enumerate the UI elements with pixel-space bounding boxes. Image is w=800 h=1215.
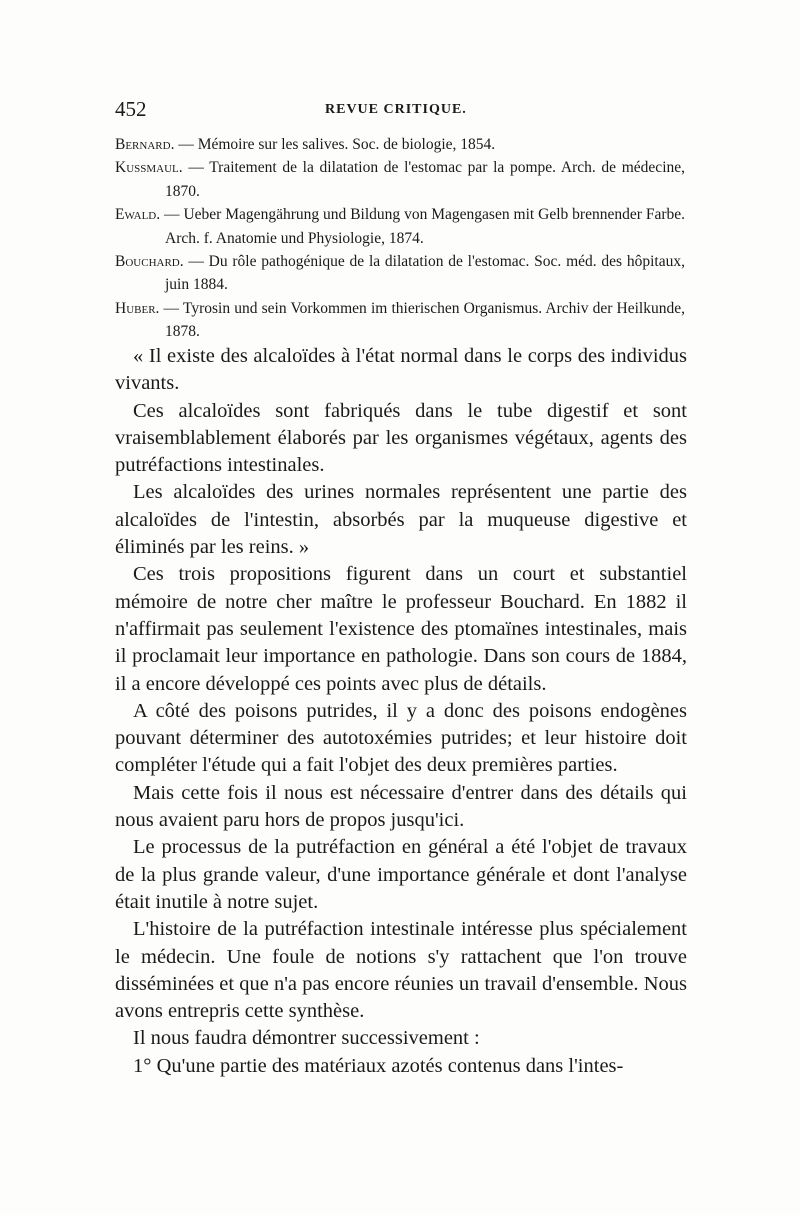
bibliography-list [115, 133, 685, 344]
paragraph: A côté des poisons putrides, il y a donc des poisons endogènes pouvant déterminer des autotoxémies putrides; et leur histoire doit compléter l'étude qui a fait l'objet des deux premières parties. [115, 699, 687, 777]
paragraph: Ces alcaloïdes sont fabriqués dans le tube digestif et sont vraisemblablement élaborés par les organismes végétaux, agents des putréfactions intestinales. [115, 399, 687, 477]
paragraph: Ces trois propositions figurent dans un court et substantiel mémoire de notre cher maître le professeur Bouchard. En 1882 il n'affirmait pas seulement l'existence des ptomaïnes intestinales, mais il proclamait leur importance en pathologie. Dans son cours de 1884, il a encore développé ces points avec plus de détails. [115, 563, 687, 695]
bibliography-author: Bouchard. [115, 253, 184, 271]
bibliography-text: — Traitement de la dilatation de l'estomac par la pompe. Arch. de médecine, 1870. [165, 159, 685, 200]
bibliography-author: Bernard. [115, 136, 175, 153]
page-number: 452 [115, 97, 147, 121]
running-title: REVUE CRITIQUE. [325, 102, 467, 117]
bibliography-entry [115, 156, 685, 203]
paragraph: Les alcaloïdes des urines normales représentent une partie des alcaloïdes de l'intestin, absorbés par la muqueuse digestive et éliminés par les reins. » [115, 481, 687, 559]
bibliography-entry [115, 203, 685, 250]
paragraph: « Il existe des alcaloïdes à l'état normal dans le corps des individus vivants. [115, 345, 687, 395]
paragraph: L'histoire de la putréfaction intestinale intéresse plus spécialement le médecin. Une foule de notions s'y rattachent que l'on trouve disséminées et que n'a pas encore réunies un travail d'ensemble. Nous avons entrepris cette synthèse. [115, 918, 687, 1023]
bibliography-text: — Mémoire sur les salives. Soc. de biologie, 1854. [174, 136, 496, 153]
bibliography-author: Ewald. [115, 206, 161, 224]
bibliography-text: — Du rôle pathogénique de la dilatation de l'estomac. Soc. méd. des hôpitaux, juin 1884. [165, 253, 685, 294]
bibliography-entry [115, 250, 685, 297]
page-header [115, 97, 685, 125]
paragraph: 1° Qu'une partie des matériaux azotés contenus dans l'intes- [133, 1054, 624, 1077]
body-text [115, 343, 687, 1080]
bibliography-author: Kussmaul. [115, 159, 183, 177]
bibliography-entry [115, 133, 685, 156]
paragraph: Mais cette fois il nous est nécessaire d'entrer dans des détails qui nous avaient paru hors de propos jusqu'ici. [115, 781, 687, 832]
bibliography-entry [115, 297, 685, 344]
bibliography-author: Huber. [115, 299, 160, 317]
paragraph: Le processus de la putréfaction en général a été l'objet de travaux de la plus grande valeur, d'une importance générale et dont l'analyse était inutile à notre sujet. [115, 836, 687, 913]
bibliography-text: — Ueber Magengährung und Bildung von Magengasen mit Gelb brennender Farbe. Arch. f. Anatomie und Physiologie, 1874. [160, 206, 685, 247]
paragraph: Il nous faudra démontrer successivement : [133, 1027, 480, 1050]
bibliography-text: — Tyrosin und sein Vorkommen im thierischen Organismus. Archiv der Heilkunde, 1878. [159, 299, 685, 341]
